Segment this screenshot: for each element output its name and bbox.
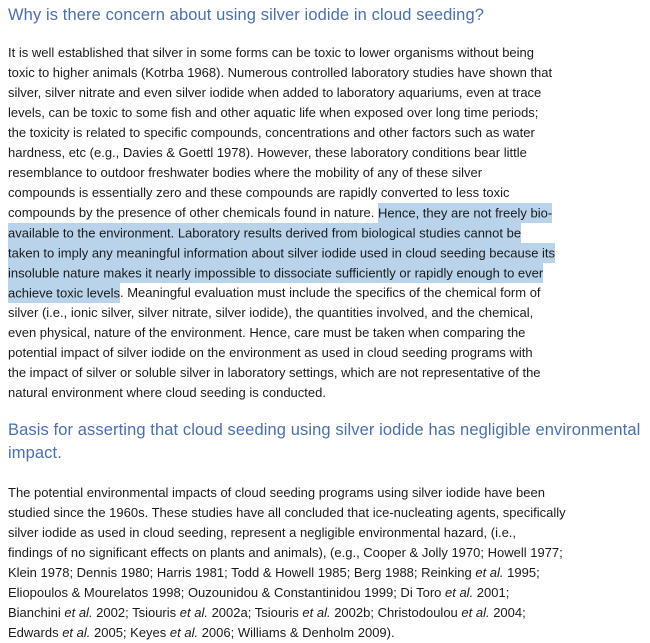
text-segment: studied since the 1960s. These studies have all concluded that ice-nucleating agents, specifically (8, 505, 566, 520)
italic-text: et al. (475, 565, 504, 580)
text-segment: silver, silver nitrate and even silver iodide when added to laboratory aquariums, even at trace (8, 85, 542, 100)
text-line (8, 563, 648, 583)
italic-text: et al. (169, 625, 199, 640)
text-segment: compounds is essentially zero and these compounds are rapidly converted to less toxic (8, 185, 510, 200)
text-line (8, 63, 648, 83)
text-line (8, 363, 648, 383)
italic-text: et al. (62, 625, 91, 640)
highlighted-text: achieve toxic levels (8, 283, 120, 303)
text-segment: Klein 1978; Dennis 1980; Harris 1981; Todd & Howell 1985; Berg 1988; Reinking (8, 565, 476, 580)
text-segment: the toxicity is related to specific compounds, concentrations and other factors such as water (8, 125, 535, 140)
text-line (8, 203, 648, 223)
paragraph-concern-body (8, 43, 648, 403)
paragraph-basis-body (8, 483, 648, 643)
italic-text: et al. (302, 605, 331, 620)
text-segment: 2001; (473, 585, 510, 600)
text-line (8, 603, 648, 623)
text-line (8, 263, 648, 283)
text-segment: 2006; Williams & Denholm 2009). (198, 625, 395, 640)
italic-text: et al. (445, 585, 474, 600)
section-heading-concern: Why is there concern about using silver iodide in cloud seeding? (8, 6, 485, 24)
text-line (8, 43, 648, 63)
text-segment: Bianchini (8, 605, 65, 620)
text-line (8, 503, 648, 523)
text-line (8, 583, 648, 603)
text-segment: The potential environmental impacts of cloud seeding programs using silver iodide have been (8, 485, 545, 500)
text-segment: natural environment where cloud seeding is conducted. (8, 385, 326, 400)
text-line (8, 483, 648, 503)
text-line (8, 383, 648, 403)
text-segment: . Meaningful evaluation must include the specifics of the chemical form of (120, 285, 541, 300)
text-line (8, 143, 648, 163)
text-line (8, 323, 648, 343)
text-segment: toxic to higher animals (Kotrba 1968). Numerous controlled laboratory studies have shown that (8, 65, 553, 80)
text-line (8, 523, 648, 543)
text-segment: 2005; Keyes (90, 625, 170, 640)
text-line (8, 303, 648, 323)
text-line (8, 163, 648, 183)
italic-text: et al. (179, 605, 208, 620)
text-segment: 1995; (503, 565, 540, 580)
italic-text: et al. (461, 605, 490, 620)
text-segment: even physical, nature of the environment. Hence, care must be taken when comparing the (8, 325, 526, 340)
highlighted-text: insoluble nature makes it nearly impossible to dissociate sufficiently or rapidly enough to ever (8, 263, 543, 283)
text-line (8, 243, 648, 263)
text-segment: silver (i.e., ionic silver, silver nitrate, silver iodide), the quantities involved, and the chemical, (8, 305, 534, 320)
text-line (8, 543, 648, 563)
text-segment: 2004; (489, 605, 526, 620)
highlighted-text: taken to imply any meaningful information about silver iodide used in cloud seeding because its (8, 243, 555, 263)
text-segment: Eliopoulos & Mourelatos 1998; Ouzounidou & Constantinidou 1999; Di Toro (8, 585, 445, 600)
text-segment: findings of no significant effects on plants and animals), (e.g., Cooper & Jolly 1970; Howell 1977; (8, 545, 563, 560)
text-line (8, 103, 648, 123)
text-segment: levels, can be toxic to some fish and other aquatic life when exposed over long time periods; (8, 105, 539, 120)
text-segment: hardness, etc (e.g., Davies & Goettl 1978). However, these laboratory conditions bear little (8, 145, 527, 160)
text-segment: It is well established that silver in some forms can be toxic to lower organisms without being (8, 45, 535, 60)
text-segment: 2002a; Tsiouris (207, 605, 303, 620)
highlighted-text: Hence, they are not freely bio- (378, 203, 552, 223)
text-line (8, 623, 648, 643)
section-heading-basis (8, 419, 648, 465)
heading-line: Basis for asserting that cloud seeding using silver iodide has negligible environmental (8, 421, 641, 439)
text-segment: silver iodide as used in cloud seeding, represent a negligible environmental hazard, (i.e., (8, 525, 517, 540)
text-line (8, 183, 648, 203)
text-line (8, 283, 648, 303)
text-segment: resemblance to outdoor freshwater bodies where the mobility of any of these silver (8, 165, 483, 180)
text-line (8, 123, 648, 143)
text-line (8, 343, 648, 363)
text-segment: 2002; Tsiouris (92, 605, 180, 620)
text-segment: the impact of silver or soluble silver in laboratory settings, which are not representative of the (8, 365, 541, 380)
text-segment: compounds by the presence of other chemicals found in nature. (8, 205, 378, 220)
italic-text: et al. (64, 605, 93, 620)
text-segment: 2002b; Christodoulou (330, 605, 462, 620)
text-segment: Edwards (8, 625, 63, 640)
text-segment: potential impact of silver iodide on the environment as used in cloud seeding programs with (8, 345, 533, 360)
highlighted-text: available to the environment. Laboratory results derived from biological studies cannot be (8, 223, 521, 243)
text-line (8, 83, 648, 103)
text-line (8, 223, 648, 243)
heading-line: impact. (8, 444, 62, 462)
